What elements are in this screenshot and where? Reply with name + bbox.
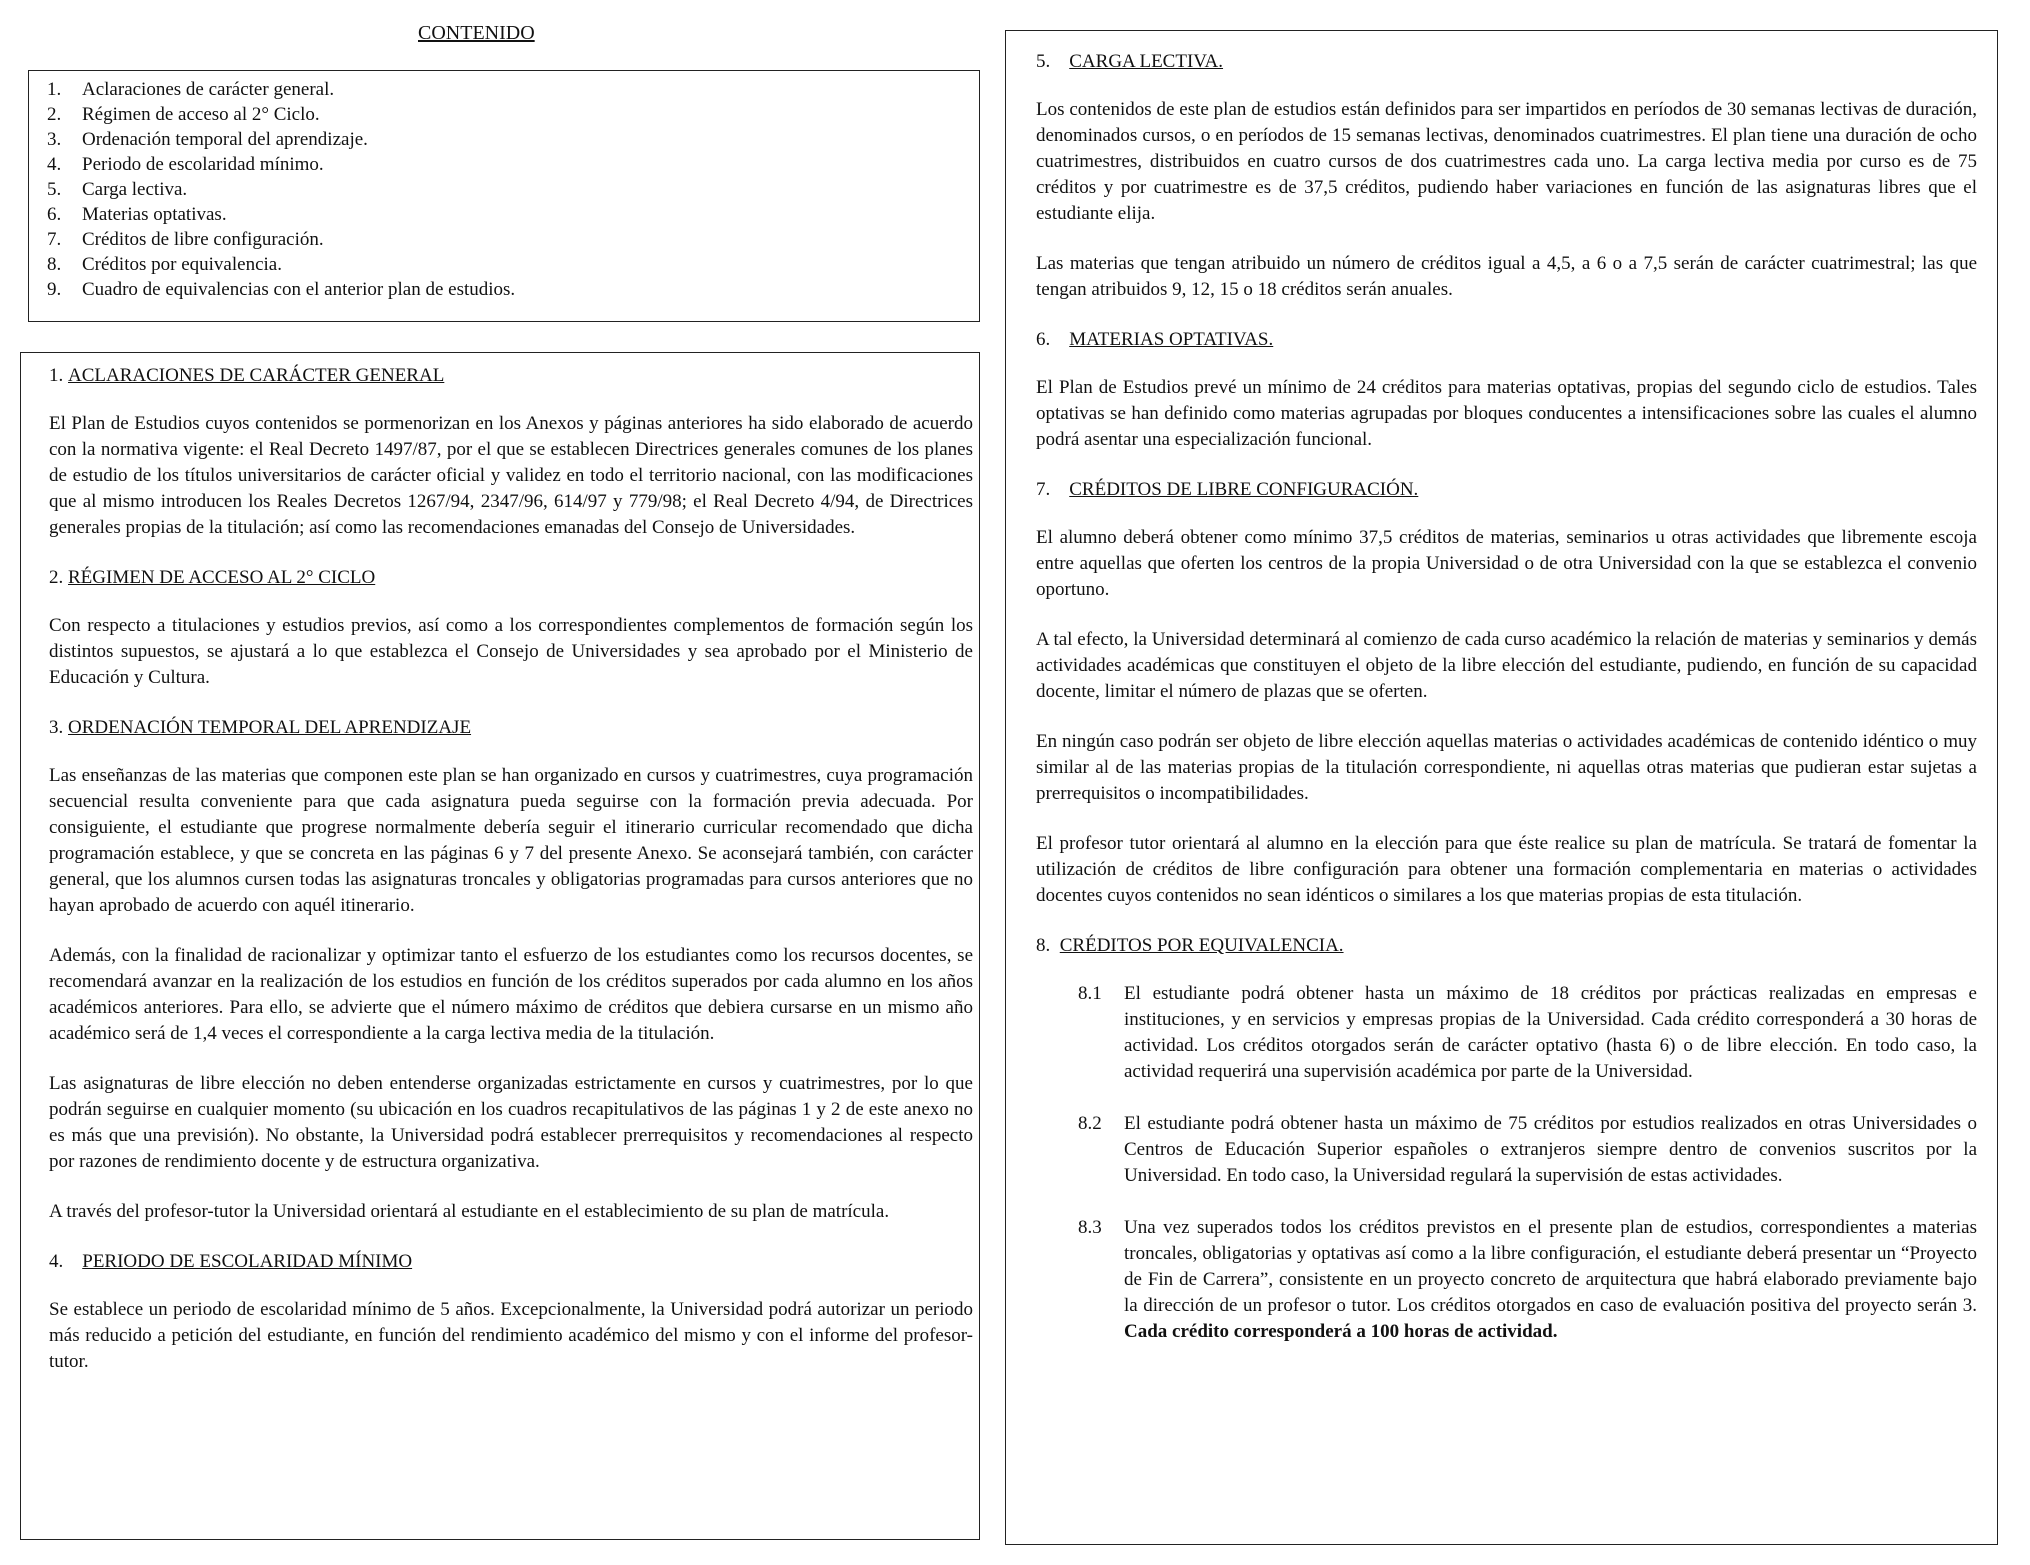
left-content-box bbox=[20, 352, 980, 1540]
section-heading-2: 2. RÉGIMEN DE ACCESO AL 2° CICLO bbox=[49, 567, 376, 588]
subsection-8-2: 8.2 El estudiante podrá obtener hasta un máximo de 75 créditos por estudios realizados en otras Universidades o Centros de Educación Superior españoles o extranjeros siempre dentro de convenios suscritos por la Universidad. En todo caso, la Universidad regulará la supervisión de estas actividades. bbox=[1078, 1113, 1977, 1186]
subsection-8-1: 8.1 El estudiante podrá obtener hasta un máximo de 18 créditos por prácticas realizadas en empresas e instituciones, y en servicios y empresas propias de la Universidad. Cada crédito corresponderá a 30 horas de actividad. Los créditos otorgados serán de carácter optativo (hasta 6) o de libre elección. En todo caso, la actividad requerirá una supervisión académica por parte de la Universidad. bbox=[1078, 983, 1977, 1082]
section-7-paragraph: El profesor tutor orientará al alumno en la elección para que éste realice su plan de matrícula. Se tratará de fomentar la utilización de créditos de libre configuración para obtener una formación complementaria en materias o actividades docentes cuyos contenidos no sean idénticos o similares a los que materias propias de esta titulación. bbox=[1036, 833, 1977, 906]
right-content-box bbox=[1005, 30, 1998, 1545]
section-heading-3: 3. ORDENACIÓN TEMPORAL DEL APRENDIZAJE bbox=[49, 717, 472, 738]
section-heading-6: 6. MATERIAS OPTATIVAS. bbox=[1036, 329, 1274, 350]
section-heading-8: 8. CRÉDITOS POR EQUIVALENCIA. bbox=[1036, 935, 1344, 956]
section-heading-1: 1. ACLARACIONES DE CARÁCTER GENERAL bbox=[49, 365, 445, 386]
section-5-paragraph: Las materias que tengan atribuido un número de créditos igual a 4,5, a 6 o a 7,5 serán de carácter cuatrimestral; las que tengan atribuidos 9, 12, 15 o 18 créditos serán anuales. bbox=[1036, 253, 1977, 300]
section-3-paragraph: Las enseñanzas de las materias que componen este plan se han organizado en cursos y cuatrimestres, cuya programación secuencial resulta conveniente para que cada asignatura pueda seguirse con la formación previa adecuada. Por consiguiente, el estudiante que progrese normalmente debería seguir el itinerario curricular recomendado que dicha programación establece, y que se concreta en las páginas 6 y 7 del presente Anexo. Se aconsejará también, con carácter general, que los alumnos cursen todas las asignaturas troncales y obligatorias programadas para cursos anteriores que no hayan aprobado de acuerdo con aquél itinerario. bbox=[49, 765, 973, 916]
toc-item: 1. Aclaraciones de carácter general. bbox=[47, 79, 335, 100]
section-3-paragraph: Además, con la finalidad de racionalizar y optimizar tanto el esfuerzo de los estudiantes como los recursos docentes, se recomendará avanzar en la realización de los estudios en función de los créditos superados por cada alumno en los años académicos anteriores. Para ello, se advierte que el número máximo de créditos que debiera cursarse en un mismo año académico será de 1,4 veces el correspondiente a la carga lectiva media de la titulación. bbox=[49, 945, 973, 1044]
contents-title: CONTENIDO bbox=[418, 22, 535, 44]
bold-note: Cada crédito corresponderá a 100 horas de actividad. bbox=[1124, 1321, 1558, 1342]
section-7-paragraph: En ningún caso podrán ser objeto de libre elección aquellas materias o actividades académicas de contenido idéntico o muy similar al de las materias propias de la titulación correspondiente, ni aquellas otras materias que pudieran estar sujetas a prerrequisitos o incompatibilidades. bbox=[1036, 731, 1977, 804]
section-5-paragraph: Los contenidos de este plan de estudios están definidos para ser impartidos en períodos de 30 semanas lectivas de duración, denominados cursos, o en períodos de 15 semanas lectivas, denominados cuatrimestres. El plan tiene una duración de ocho cuatrimestres, distribuidos en cuatro cursos de dos cuatrimestres cada uno. La carga lectiva media por curso es de 75 créditos y por cuatrimestre es de 37,5 créditos, pudiendo haber variaciones en función de las asignaturas libres que el estudiante elija. bbox=[1036, 99, 1977, 224]
toc-item: 9. Cuadro de equivalencias con el anterior plan de estudios. bbox=[47, 279, 516, 300]
section-7-paragraph: El alumno deberá obtener como mínimo 37,5 créditos de materias, seminarios u otras actividades que libremente escoja entre aquellas que oferten los centros de la propia Universidad o de otra Universidad con la que se establezca el convenio oportuno. bbox=[1036, 527, 1977, 600]
toc-item: 5. Carga lectiva. bbox=[47, 179, 188, 200]
section-heading-5: 5. CARGA LECTIVA. bbox=[1036, 51, 1224, 72]
section-7-paragraph: A tal efecto, la Universidad determinará al comienzo de cada curso académico la relación de materias y seminarios y demás actividades académicas que constituyen el objeto de la libre elección del estudiante, pudiendo, en función de su capacidad docente, limitar el número de plazas que se oferten. bbox=[1036, 629, 1977, 702]
section-heading-4: 4. PERIODO DE ESCOLARIDAD MÍNIMO bbox=[49, 1251, 413, 1272]
section-heading-7: 7. CRÉDITOS DE LIBRE CONFIGURACIÓN. bbox=[1036, 479, 1419, 500]
toc-item: 2. Régimen de acceso al 2° Ciclo. bbox=[47, 104, 320, 125]
toc-item: 8. Créditos por equivalencia. bbox=[47, 254, 282, 275]
section-3-paragraph: A través del profesor-tutor la Universidad orientará al estudiante en el establecimiento de su plan de matrícula. bbox=[49, 1201, 890, 1222]
toc-item: 3. Ordenación temporal del aprendizaje. bbox=[47, 129, 368, 150]
section-2-paragraph: Con respecto a titulaciones y estudios previos, así como a los correspondientes complementos de formación según los distintos supuestos, se ajustará a lo que establezca el Consejo de Universidades y sea aprobado por el Ministerio de Educación y Cultura. bbox=[49, 615, 973, 688]
subsection-8-3: 8.3 Una vez superados todos los créditos previstos en el presente plan de estudios, correspondientes a materias troncales, obligatorias y optativas así como a la libre configuración, el estudiante deberá presentar un “Proyecto de Fin de Carrera”, consistente en un proyecto concreto de arquitectura que habrá elaborado previamente bajo la dirección de un profesor o tutor. Los créditos otorgados en caso de evaluación positiva del proyecto serán 3. Cada crédito corresponderá a 100 horas de actividad. bbox=[1078, 1217, 1977, 1342]
table-of-contents bbox=[28, 70, 980, 322]
toc-item: 6. Materias optativas. bbox=[47, 204, 227, 225]
section-3-paragraph: Las asignaturas de libre elección no deben entenderse organizadas estrictamente en cursos y cuatrimestres, por lo que podrán seguirse en cualquier momento (su ubicación en los cuadros recapitulativos de las páginas 1 y 2 de este anexo no es más que una previsión). No obstante, la Universidad podrá establecer prerrequisitos y recomendaciones al respecto por razones de rendimiento docente y de estructura organizativa. bbox=[49, 1073, 973, 1172]
section-4-paragraph: Se establece un periodo de escolaridad mínimo de 5 años. Excepcionalmente, la Universidad podrá autorizar un periodo más reducido a petición del estudiante, en función del rendimiento académico del mismo y con el informe del profesor-tutor. bbox=[49, 1299, 973, 1372]
toc-item: 7. Créditos de libre configuración. bbox=[47, 229, 324, 250]
toc-item: 4. Periodo de escolaridad mínimo. bbox=[47, 154, 324, 175]
section-6-paragraph: El Plan de Estudios prevé un mínimo de 24 créditos para materias optativas, propias del segundo ciclo de estudios. Tales optativas se han definido como materias agrupadas por bloques conducentes a intensificaciones sobre las cuales el alumno podrá asentar una especialización funcional. bbox=[1036, 377, 1977, 450]
section-1-paragraph: El Plan de Estudios cuyos contenidos se pormenorizan en los Anexos y páginas anteriores ha sido elaborado de acuerdo con la normativa vigente: el Real Decreto 1497/87, por el que se establecen Directrices generales comunes de los planes de estudio de los títulos universitarios de carácter oficial y validez en todo el territorio nacional, con las modificaciones que al mismo introducen los Reales Decretos 1267/94, 2347/96, 614/97 y 779/98; el Real Decreto 4/94, de Directrices generales propias de la titulación; así como las recomendaciones emanadas del Consejo de Universidades. bbox=[49, 413, 973, 538]
